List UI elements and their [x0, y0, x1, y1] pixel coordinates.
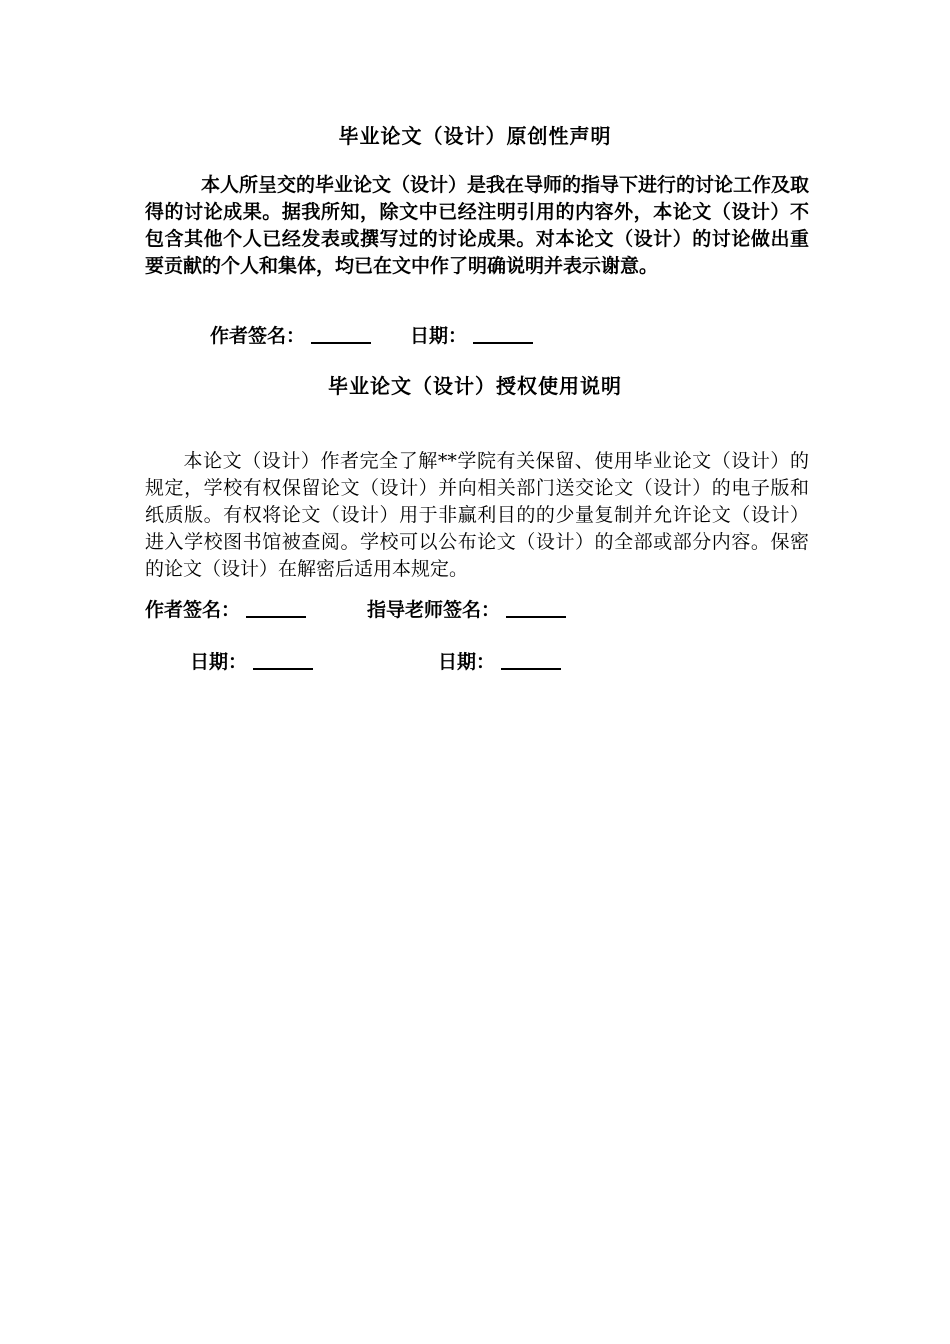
- authorization-advisor-date-label: 日期：: [438, 651, 496, 673]
- declaration-date-blank[interactable]: [473, 341, 533, 344]
- declaration-author-signature-blank[interactable]: [311, 341, 371, 344]
- authorization-advisor-date-blank[interactable]: [501, 667, 561, 670]
- authorization-advisor-signature-blank[interactable]: [506, 615, 566, 618]
- authorization-author-date-label: 日期：: [190, 651, 248, 673]
- authorization-author-signature-blank[interactable]: [246, 615, 306, 618]
- declaration-body: [145, 172, 809, 280]
- authorization-advisor-date-line: [438, 648, 561, 676]
- authorization-advisor-signature-line: [367, 596, 566, 624]
- declaration-author-signature-label: 作者签名：: [210, 325, 306, 347]
- declaration-author-signature-line: [210, 322, 371, 350]
- declaration-body-text: 本人所呈交的毕业论文（设计）是我在导师的指导下进行的讨论工作及取得的讨论成果。据我所知，除文中已经注明引用的内容外，本论文（设计）不包含其他个人已经发表或撰写过的讨论成果。对本论文（设计）的讨论做出重要贡献的个人和集体，均已在文中作了明确说明并表示谢意。: [145, 174, 810, 277]
- authorization-title: 毕业论文（设计）授权使用说明: [328, 374, 622, 398]
- authorization-author-signature-line: [145, 596, 306, 624]
- authorization-body: [145, 448, 809, 583]
- declaration-date-line: [410, 322, 533, 350]
- authorization-advisor-signature-label: 指导老师签名：: [367, 599, 501, 621]
- declaration-title: 毕业论文（设计）原创性声明: [338, 124, 612, 148]
- declaration-date-label: 日期：: [410, 325, 468, 347]
- authorization-body-text: 本论文（设计）作者完全了解**学院有关保留、使用毕业论文（设计）的规定，学校有权保留论文（设计）并向相关部门送交论文（设计）的电子版和纸质版。有权将论文（设计）用于非赢利目的的少量复制并允许论文（设计）进入学校图书馆被查阅。学校可以公布论文（设计）的全部或部分内容。保密的论文（设计）在解密后适用本规定。: [145, 450, 809, 580]
- authorization-author-date-blank[interactable]: [253, 667, 313, 670]
- authorization-author-signature-label: 作者签名：: [145, 599, 241, 621]
- authorization-author-date-line: [190, 648, 313, 676]
